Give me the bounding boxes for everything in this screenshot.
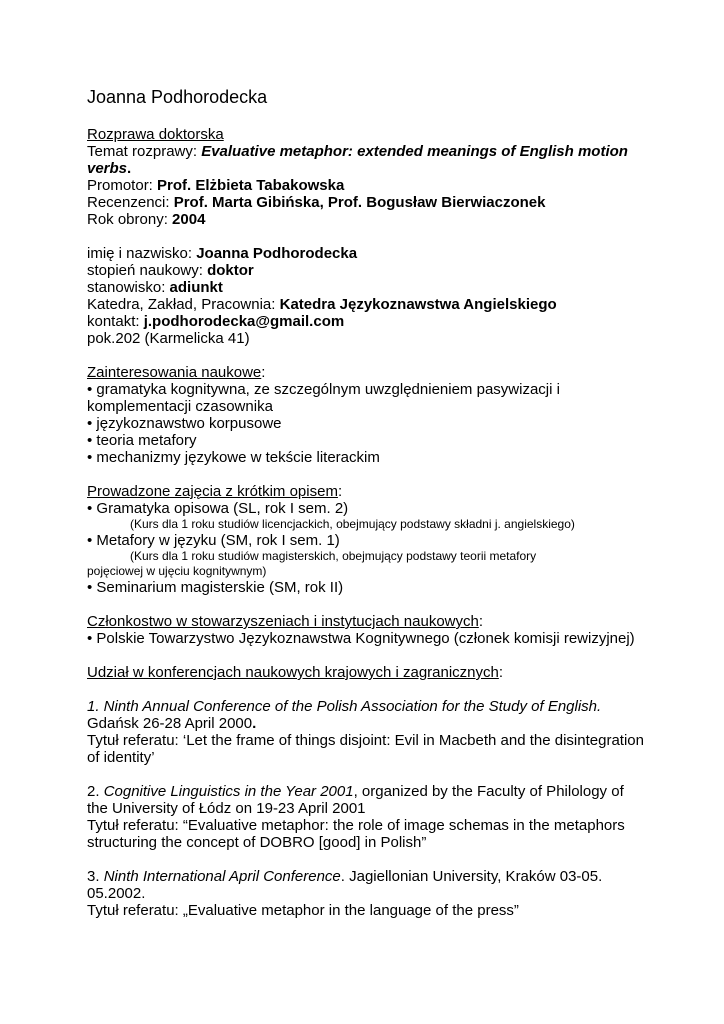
course-item: • Metafory w języku (SM, rok I sem. 1) (87, 532, 340, 549)
interest-item: • gramatyka kognitywna, ze szczególnym uwzględnieniem pasywizacji i komplementacji czasownika (87, 381, 560, 415)
interest-item: • teoria metafory (87, 432, 197, 449)
conference-place: Gdańsk 26-28 April 2000. (87, 715, 257, 732)
contact-email: j.podhorodecka@gmail.com (143, 313, 345, 330)
conference-title: 3. Ninth International April Conference. Jagiellonian University, Kraków 03-05. 05.2002. (87, 868, 603, 902)
course-item: • Gramatyka opisowa (SL, rok I sem. 2) (87, 500, 349, 517)
interest-item: • językoznawstwo korpusowe (87, 415, 282, 432)
course-description: (Kurs dla 1 roku studiów licencjackich, obejmujący podstawy składni j. angielskiego) (130, 517, 575, 531)
profile-name: imię i nazwisko: Joanna Podhorodecka (87, 245, 358, 262)
conference-paper: Tytuł referatu: “Evaluative metaphor: the role of image schemas in the metaphors structuring the concept of DOBRO [good] in Polish” (87, 817, 625, 851)
courses-heading: Prowadzone zajęcia z krótkim opisem (87, 483, 338, 500)
profile-section (87, 245, 647, 347)
thesis-promotor: Promotor: Prof. Elżbieta Tabakowska (87, 177, 345, 194)
interest-item: • mechanizmy językowe w tekście literackim (87, 449, 380, 466)
course-description-cont: pojęciowej w ujęciu kognitywnym) (87, 564, 267, 578)
profile-department: Katedra, Zakład, Pracownia: Katedra Językoznawstwa Angielskiego (87, 296, 557, 313)
membership-heading: Członkostwo w stowarzyszeniach i instytucjach naukowych (87, 613, 479, 630)
profile-position: stanowisko: adiunkt (87, 279, 223, 296)
profile-degree: stopień naukowy: doktor (87, 262, 254, 279)
courses-section: Prowadzone zajęcia z krótkim opisem: • Gramatyka opisowa (SL, rok I sem. 2) (Kurs dla 1 roku studiów licencjackich, obejmujący podstawy składni j. angielskiego) • Metafory w języku (SM, rok I sem. 1) (Kurs dla 1 roku studiów magisterskich, obejmujący podstawy teorii metafory pojęciowej w ujęciu kognitywnym) • Seminarium magisterskie (SM, rok II) (87, 483, 647, 596)
conference-paper: Tytuł referatu: „Evaluative metaphor in the language of the press” (87, 902, 519, 919)
document-content (87, 87, 647, 919)
thesis-heading: Rozprawa doktorska (87, 126, 224, 143)
conference-title: 1. Ninth Annual Conference of the Polish Association for the Study of English. (87, 698, 602, 715)
membership-item: • Polskie Towarzystwo Językoznawstwa Kognitywnego (członek komisji rewizyjnej) (87, 630, 635, 647)
conferences-heading: Udział w konferencjach naukowych krajowych i zagranicznych (87, 664, 499, 681)
conference-entry (87, 783, 647, 851)
conference-title: 2. Cognitive Linguistics in the Year 2001, organized by the Faculty of Philology of the University of Łódz on 19-23 April 2001 (87, 783, 624, 817)
membership-section: Członkostwo w stowarzyszeniach i instytucjach naukowych: • Polskie Towarzystwo Językoznawstwa Kognitywnego (członek komisji rewizyjnej) (87, 613, 647, 647)
course-item: • Seminarium magisterskie (SM, rok II) (87, 579, 344, 596)
course-description: (Kurs dla 1 roku studiów magisterskich, obejmujący podstawy teorii metafory (130, 549, 537, 563)
thesis-section (87, 126, 647, 228)
person-name: Joanna Podhorodecka (87, 87, 268, 107)
thesis-reviewers: Recenzenci: Prof. Marta Gibińska, Prof. Bogusław Bierwiaczonek (87, 194, 546, 211)
conference-entry (87, 868, 647, 919)
thesis-topic: Temat rozprawy: Evaluative metaphor: extended meanings of English motion verbs. (87, 143, 628, 177)
conference-entry (87, 698, 647, 766)
profile-contact: kontakt: j.podhorodecka@gmail.com (87, 313, 345, 330)
conference-paper: Tytuł referatu: ‘Let the frame of things disjoint: Evil in Macbeth and the disintegration of identity’ (87, 732, 644, 766)
profile-room: pok.202 (Karmelicka 41) (87, 330, 250, 347)
interests-section: Zainteresowania naukowe: • gramatyka kognitywna, ze szczególnym uwzględnieniem pasywizacji i komplementacji czasownika • językoznawstwo korpusowe • teoria metafory • mechanizmy językowe w tekście literackim (87, 364, 647, 466)
thesis-year: Rok obrony: 2004 (87, 211, 206, 228)
interests-heading: Zainteresowania naukowe (87, 364, 262, 381)
conferences-section: Udział w konferencjach naukowych krajowych i zagranicznych: 1. Ninth Annual Conference of the Polish Association for the Study of English. Gdańsk 26-28 April 2000. Tytuł referatu: ‘Let the frame of things disjoint: Evil in Macbeth and the disintegration of identity’ 2. Cognitive Linguistics in the Year 2001, organized by the Faculty of Philology of the University of Łódz on 19-23 April 2001 Tytuł referatu: “Evaluative metaphor: the role of image schemas in the metaphors structuring the concept of DOBRO [good] in Polish” 3. Ninth International April Conference. Jagiellonian University, Kraków 03-05. 05.2002. Tytuł referatu: „Evaluative metaphor in the language of the press” (87, 664, 647, 919)
